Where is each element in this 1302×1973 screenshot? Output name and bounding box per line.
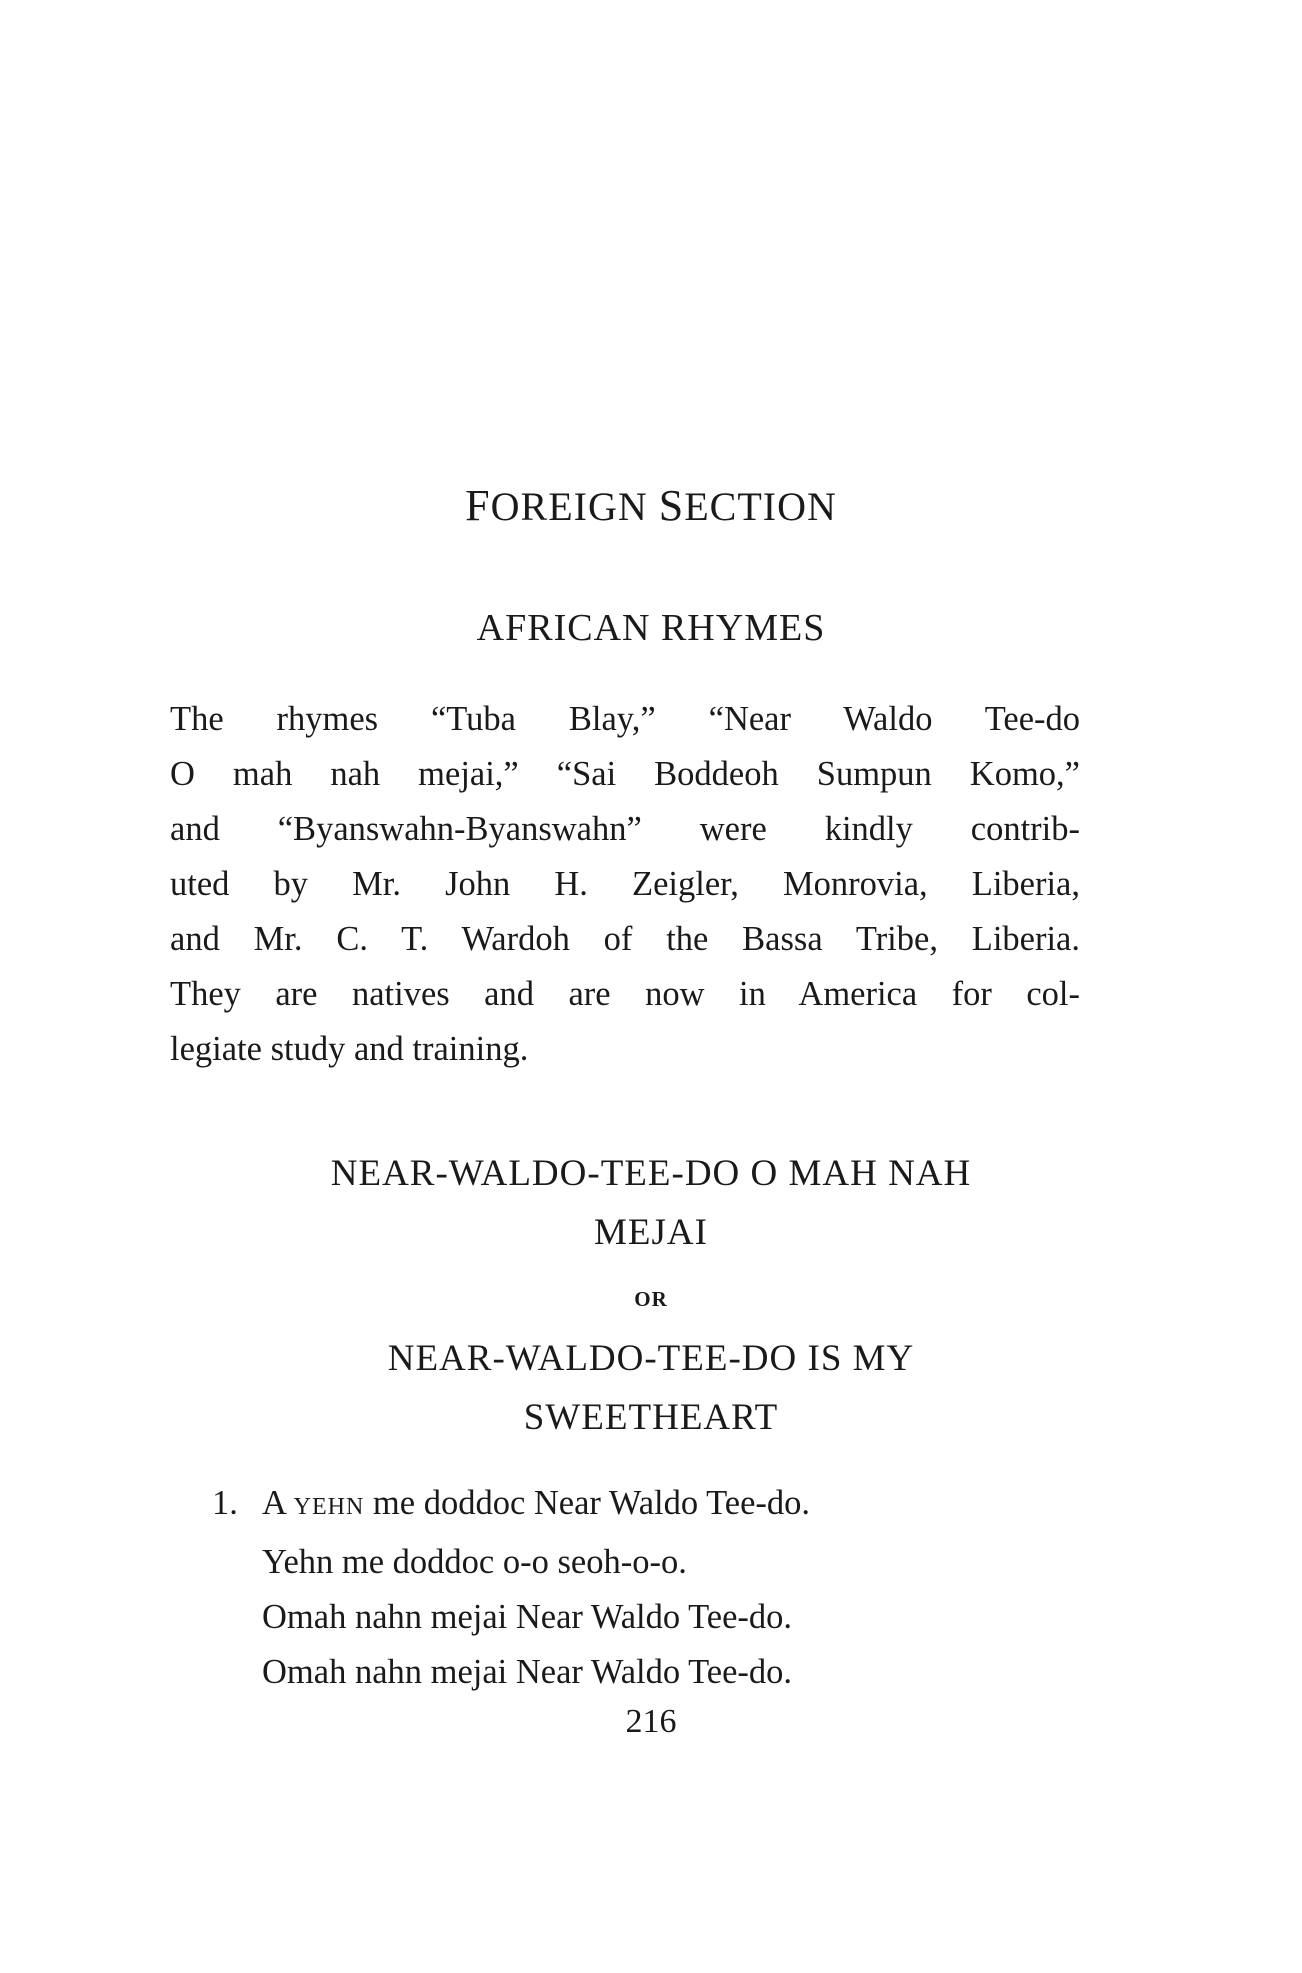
- intro-line: uted by Mr. John H. Zeigler, Monrovia, Liberia,: [170, 865, 1080, 903]
- section-title-initial-1: F: [465, 481, 491, 530]
- stanza-number: 1.: [212, 1484, 238, 1522]
- page-number: 216: [625, 1703, 677, 1740]
- verse-line: Omah nahn mejai Near Waldo Tee-do.: [262, 1653, 793, 1691]
- intro-line: The rhymes “Tuba Blay,” “Near Waldo Tee-do: [170, 700, 1080, 738]
- stanza: [212, 1476, 810, 1700]
- verse-line-rest: me doddoc Near Waldo Tee-do.: [372, 1484, 811, 1522]
- section-title-word-2-rest: ECTION: [684, 484, 837, 529]
- verse-line-lead: A: [262, 1484, 286, 1522]
- or-label: OR: [634, 1287, 668, 1311]
- section-title-space: [648, 484, 659, 529]
- section-title-initial-2: S: [658, 481, 685, 530]
- verse-line: Yehn me doddoc o-o seoh-o-o.: [262, 1543, 687, 1581]
- intro-line: They are natives and are now in America for col-: [170, 975, 1080, 1013]
- section-title: [0, 480, 1302, 531]
- intro-paragraph: [170, 692, 1080, 1077]
- intro-line: and “Byanswahn-Byanswahn” were kindly contrib-: [170, 810, 1080, 848]
- intro-line: legiate study and training.: [170, 1030, 529, 1068]
- poem-title-line-2: MEJAI: [594, 1212, 708, 1253]
- alt-title-line-2: SWEETHEART: [523, 1397, 779, 1438]
- verse-line: [262, 1476, 810, 1535]
- subheading: AFRICAN RHYMES: [476, 607, 826, 649]
- intro-line: and Mr. C. T. Wardoh of the Bassa Tribe, Liberia.: [170, 920, 1080, 958]
- verse-line-smallcaps: YEHN: [293, 1494, 365, 1520]
- verse-line: Omah nahn mejai Near Waldo Tee-do.: [262, 1598, 793, 1636]
- alt-title-line-1: NEAR-WALDO-TEE-DO IS MY: [387, 1338, 915, 1379]
- section-title-word-1-rest: OREIGN: [490, 484, 648, 529]
- intro-line: O mah nah mejai,” “Sai Boddeoh Sumpun Komo,”: [170, 755, 1080, 793]
- poem-title-line-1: NEAR-WALDO-TEE-DO O MAH NAH: [330, 1153, 972, 1194]
